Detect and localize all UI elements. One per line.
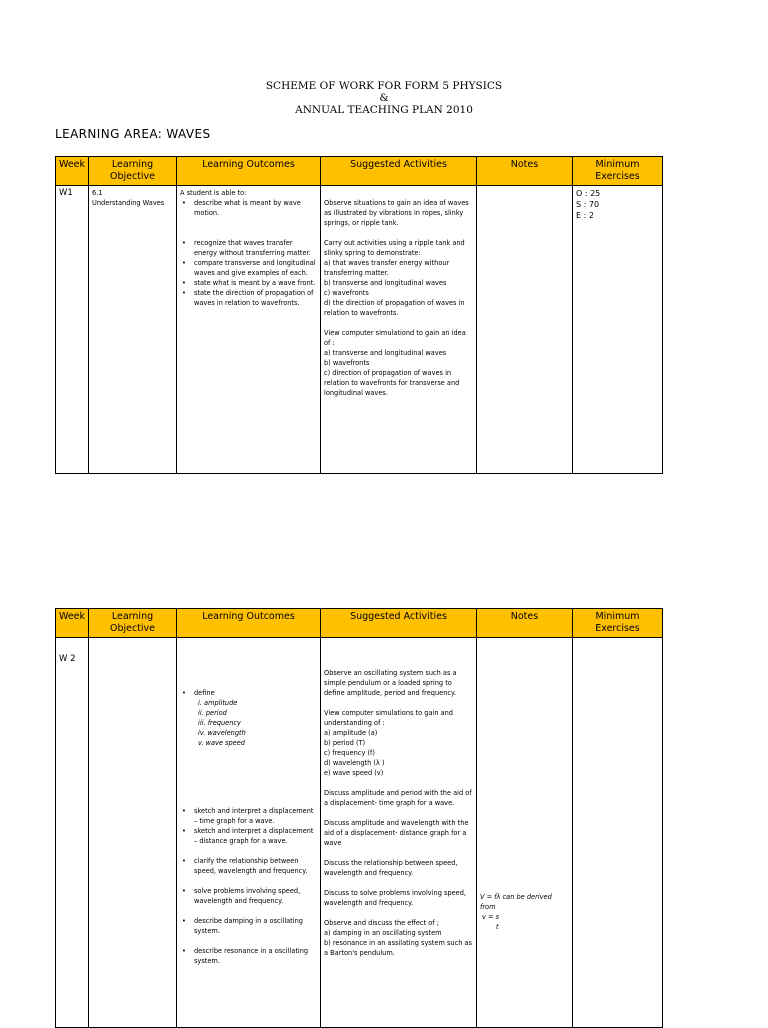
list-item: • describe damping in a oscillating system. [180,916,317,936]
document-title: SCHEME OF WORK FOR FORM 5 PHYSICS [265,80,503,92]
week-cell: W1 [56,186,89,474]
outcomes-cell: • define i. amplitude ii. period iii. frequency iv. wavelength v. wave speed • sketch and interpret a displacement – time graph for a wave. • sketch and interpret a displacement – distance graph for a wave. • clarify the relationship between speed, wavelength and frequency. • solve problems involving speed, wavelength and frequency. • describe damping in a oscillating system. • describe resonance in a oscillating system. [177,638,321,1028]
header-notes: Notes [477,157,573,186]
week-cell: W 2 [56,638,89,1028]
learning-area-heading: LEARNING AREA: WAVES [55,127,211,141]
header-exercises: Minimum Exercises [573,609,663,638]
table-row [56,186,663,474]
document-title-ampersand: & [379,92,389,104]
table-header-row [56,157,663,186]
header-activities: Suggested Activities [321,157,477,186]
notes-cell: V = fλ can be derived from v = s t [477,638,573,1028]
header-notes: Notes [477,609,573,638]
list-item: • sketch and interpret a displacement – time graph for a wave. [180,806,317,826]
header-objective: Learning Objective [89,609,177,638]
list-item: • describe what is meant by wave motion. [180,198,317,218]
header-activities: Suggested Activities [321,609,477,638]
header-exercises: Minimum Exercises [573,157,663,186]
document-subtitle: ANNUAL TEACHING PLAN 2010 [295,104,473,116]
header-week: Week [56,609,89,638]
list-item: • define [180,688,317,698]
list-item: • clarify the relationship between speed, wavelength and frequency. [180,856,317,876]
list-item: • state the direction of propagation of waves in relation to wavefronts. [180,288,317,308]
table-header-row [56,609,663,638]
list-item: • sketch and interpret a displacement – distance graph for a wave. [180,826,317,846]
activities-cell: Observe an oscillating system such as a simple pendulum or a loaded spring to define amplitude, period and frequency. View computer simulations to gain and understanding of : a) amplitude (a) b) period (T) c) frequency (f) d) wavelength (λ ) e) wave speed (v) Discuss amplitude and period with the aid of a displacement- time graph for a wave. Discuss amplitude and wavelength with the aid of a displacement- distance graph for a wave Discuss the relationship between speed, wavelength and frequency. Discuss to solve problems involving speed, wavelength and frequency. Observe and discuss the effect of ; a) damping in an oscillating system b) resonance in an assilating system such as a Barton's pendulum. [321,638,477,1028]
header-objective: Learning Objective [89,157,177,186]
exercises-cell [573,638,663,1028]
table-row [56,638,663,1028]
notes-cell [477,186,573,474]
exercises-cell: O : 25 S : 70 E : 2 [573,186,663,474]
activities-cell: Observe situations to gain an idea of waves as illustrated by vibrations in ropes, slinky springs, or ripple tank. Carry out activities using a ripple tank and slinky spring to demonstrate: a) that waves transfer energy withour transferring matter. b) transverse and longitudinal waves c) wavefronts d) the direction of propagation of waves in relation to wavefronts. View computer simulationd to gain an idea of : a) transverse and longitudinal waves b) wavefronts c) direction of propagation of waves in relation to wavefronts for transverse and longitudinal waves. [321,186,477,474]
list-item: • state what is meant by a wave front. [180,278,317,288]
scheme-table-w1 [55,156,663,474]
list-item: • solve problems involving speed, wavelength and frequency. [180,886,317,906]
header-outcomes: Learning Outcomes [177,609,321,638]
objective-cell: 6.1 Understanding Waves [89,186,177,474]
outcomes-cell: A student is able to: • describe what is meant by wave motion. • recognize that waves transfer energy without transferring matter. • compare transverse and longitudinal waves and give examples of each. • state what is meant by a wave front. • state the direction of propagation of waves in relation to wavefronts. [177,186,321,474]
list-item: • describe resonance in a oscillating system. [180,946,317,966]
objective-cell [89,638,177,1028]
scheme-table-w2 [55,608,663,1028]
list-item: • recognize that waves transfer energy without transferring matter. [180,238,317,258]
header-week: Week [56,157,89,186]
header-outcomes: Learning Outcomes [177,157,321,186]
list-item: • compare transverse and longitudinal waves and give examples of each. [180,258,317,278]
